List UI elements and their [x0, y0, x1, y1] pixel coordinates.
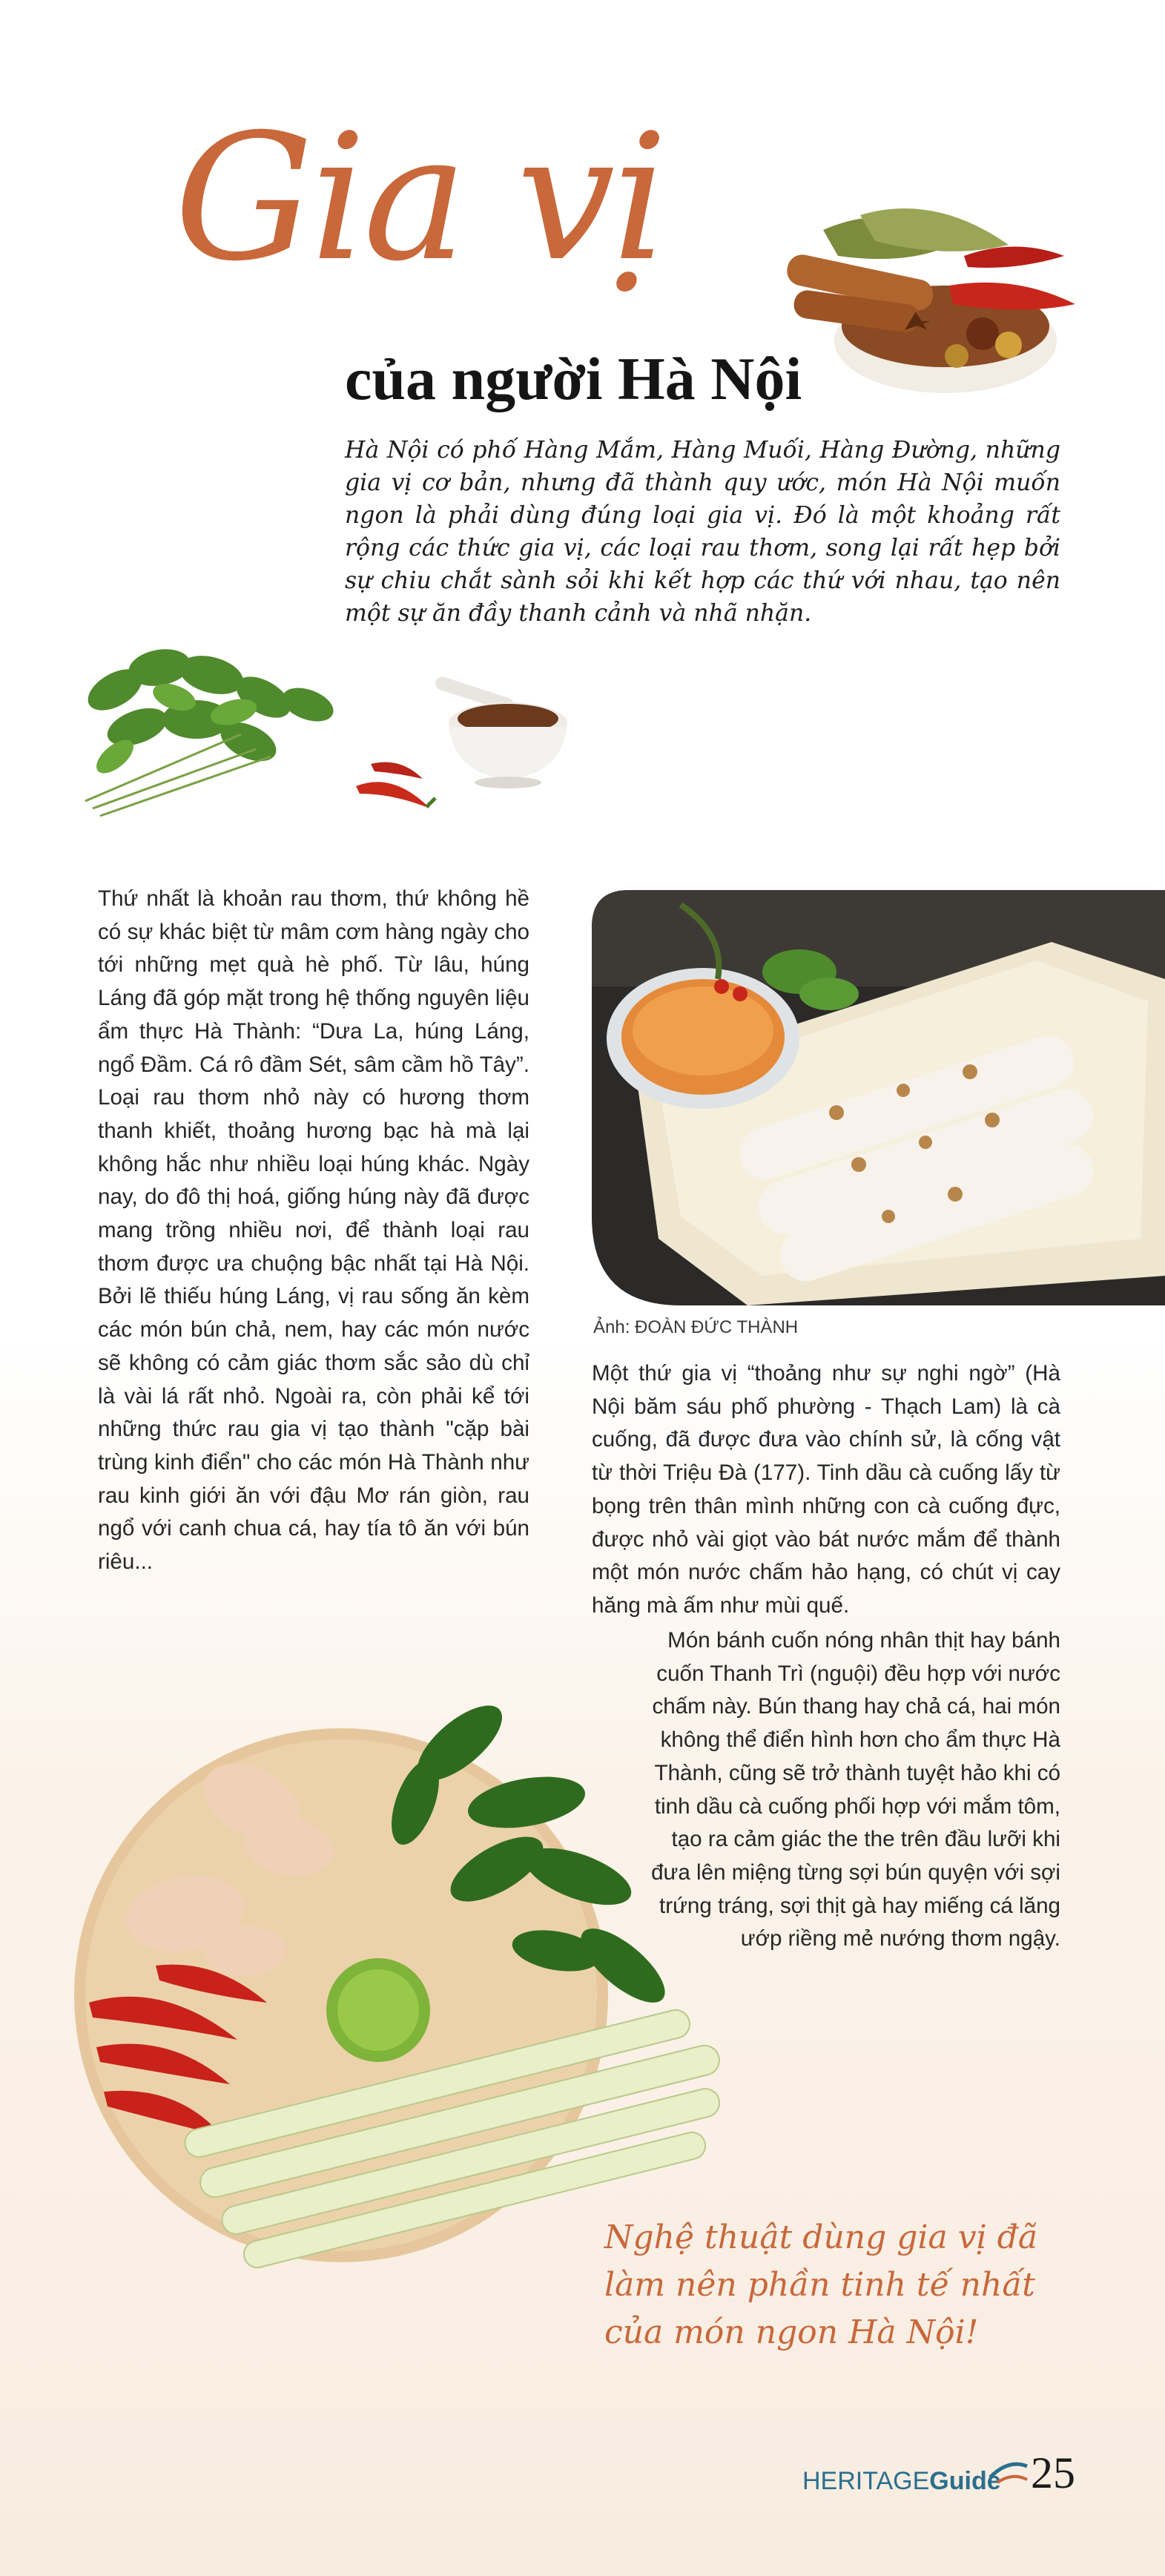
brand-heritage: HERITAGE — [802, 2467, 930, 2495]
banh-cuon-photo — [592, 890, 1165, 1305]
heritage-logo-icon — [986, 2451, 1031, 2488]
page-subtitle: của người Hà Nội — [345, 345, 802, 412]
body-right-column-bottom: Món bánh cuốn nóng nhân thịt hay bánh cuốn Thanh Trì (nguội) đều hợp với nước chấm này. Bún thang hay chả cá, hai món không thể điển hình hơn cho ẩm thực Hà Thành, cũng sẽ trở thành tuyệt hảo khi có tinh dầu cà cuống phối hợp với mắm tôm, tạo ra cảm giác the the trên đầu lưỡi khi đưa lên miệng từng sợi bún quyện với sợi trứng tráng, sợi thịt gà hay miếng cá lăng ướp riềng mẻ nướng thơm ngậy. — [651, 1628, 1060, 1951]
herbs-bunch-image — [70, 630, 360, 823]
body-right-column-top: Một thứ gia vị “thoảng như sự nghi ngờ” (Hà Nội băm sáu phố phường - Thạch Lam) là cà cuống, đã được đưa vào chính sử, là cống vật từ thời Triệu Đà (177). Tinh dầu cà cuống lấy từ bọng trên thân mình những con cà cuống đực, được nhỏ vài giọt vào bát nước mắm để thành một món nước chấm hảo hạng, có chút vị cay hăng mà ấm như mùi quế. — [592, 1361, 1060, 1618]
page-title: Gia vị — [174, 97, 665, 300]
mortar-pestle-image — [426, 671, 575, 790]
spices-bowl-image — [771, 185, 1090, 408]
body-left-column: Thứ nhất là khoản rau thơm, thứ không hề có sự khác biệt từ mâm cơm hàng ngày cho tới những mẹt quà hè phố. Từ lâu, húng Láng đã góp mặt trong hệ thống nguyên liệu ẩm thực Hà Thành: “Dưa La, húng Láng, ngổ Đầm. Cá rô đầm Sét, sâm cầm hồ Tây”. Loại rau thơm nhỏ này có hương thơm thanh khiết, thoảng hương bạc hà mà lại không hắc như nhiều loại húng khác. Ngày nay, do đô thị hoá, giống húng này đã được mang trồng nhiều nơi, để thành loại rau thơm được ưa chuộng bậc nhất tại Hà Nội. Bởi lẽ thiếu húng Láng, vị rau sống ăn kèm các món bún chả, nem, hay các món nước sẽ không có cảm giác thơm sắc sảo dù chỉ là vài lá rất nhỏ. Ngoài ra, còn phải kể tới những thức rau gia vị tạo thành "cặp bài trùng kinh điển" cho các món Hà Thành như rau kinh giới ăn với đậu Mơ rán giòn, rau ngổ với canh chua cá, hay tía tô ăn với bún riêu... — [98, 886, 529, 1575]
intro-paragraph: Hà Nội có phố Hàng Mắm, Hàng Muối, Hàng Đường, những gia vị cơ bản, nhưng đã thành quy ước, món Hà Nội muốn ngon là phải dùng đúng loại gia vị. Đó là một khoảng rất rộng các thức gia vị, các loại rau thơm, song lại rất hẹp bởi sự chiu chắt sành sỏi khi kết hợp các thứ với nhau, tạo nên một sự ăn đầy thanh cảnh và nhã nhặn. — [345, 437, 1060, 627]
pull-quote: Nghệ thuật dùng gia vị đã làm nên phần tinh tế nhất của món ngon Hà Nội! — [604, 2218, 1038, 2351]
spices-board-photo — [44, 1654, 756, 2307]
photo-caption: Ảnh: ĐOÀN ĐỨC THÀNH — [593, 1317, 799, 1337]
page-number: 25 — [1031, 2448, 1075, 2497]
footer-brand — [802, 2467, 1001, 2496]
brand-guide: Guide — [929, 2467, 1001, 2495]
